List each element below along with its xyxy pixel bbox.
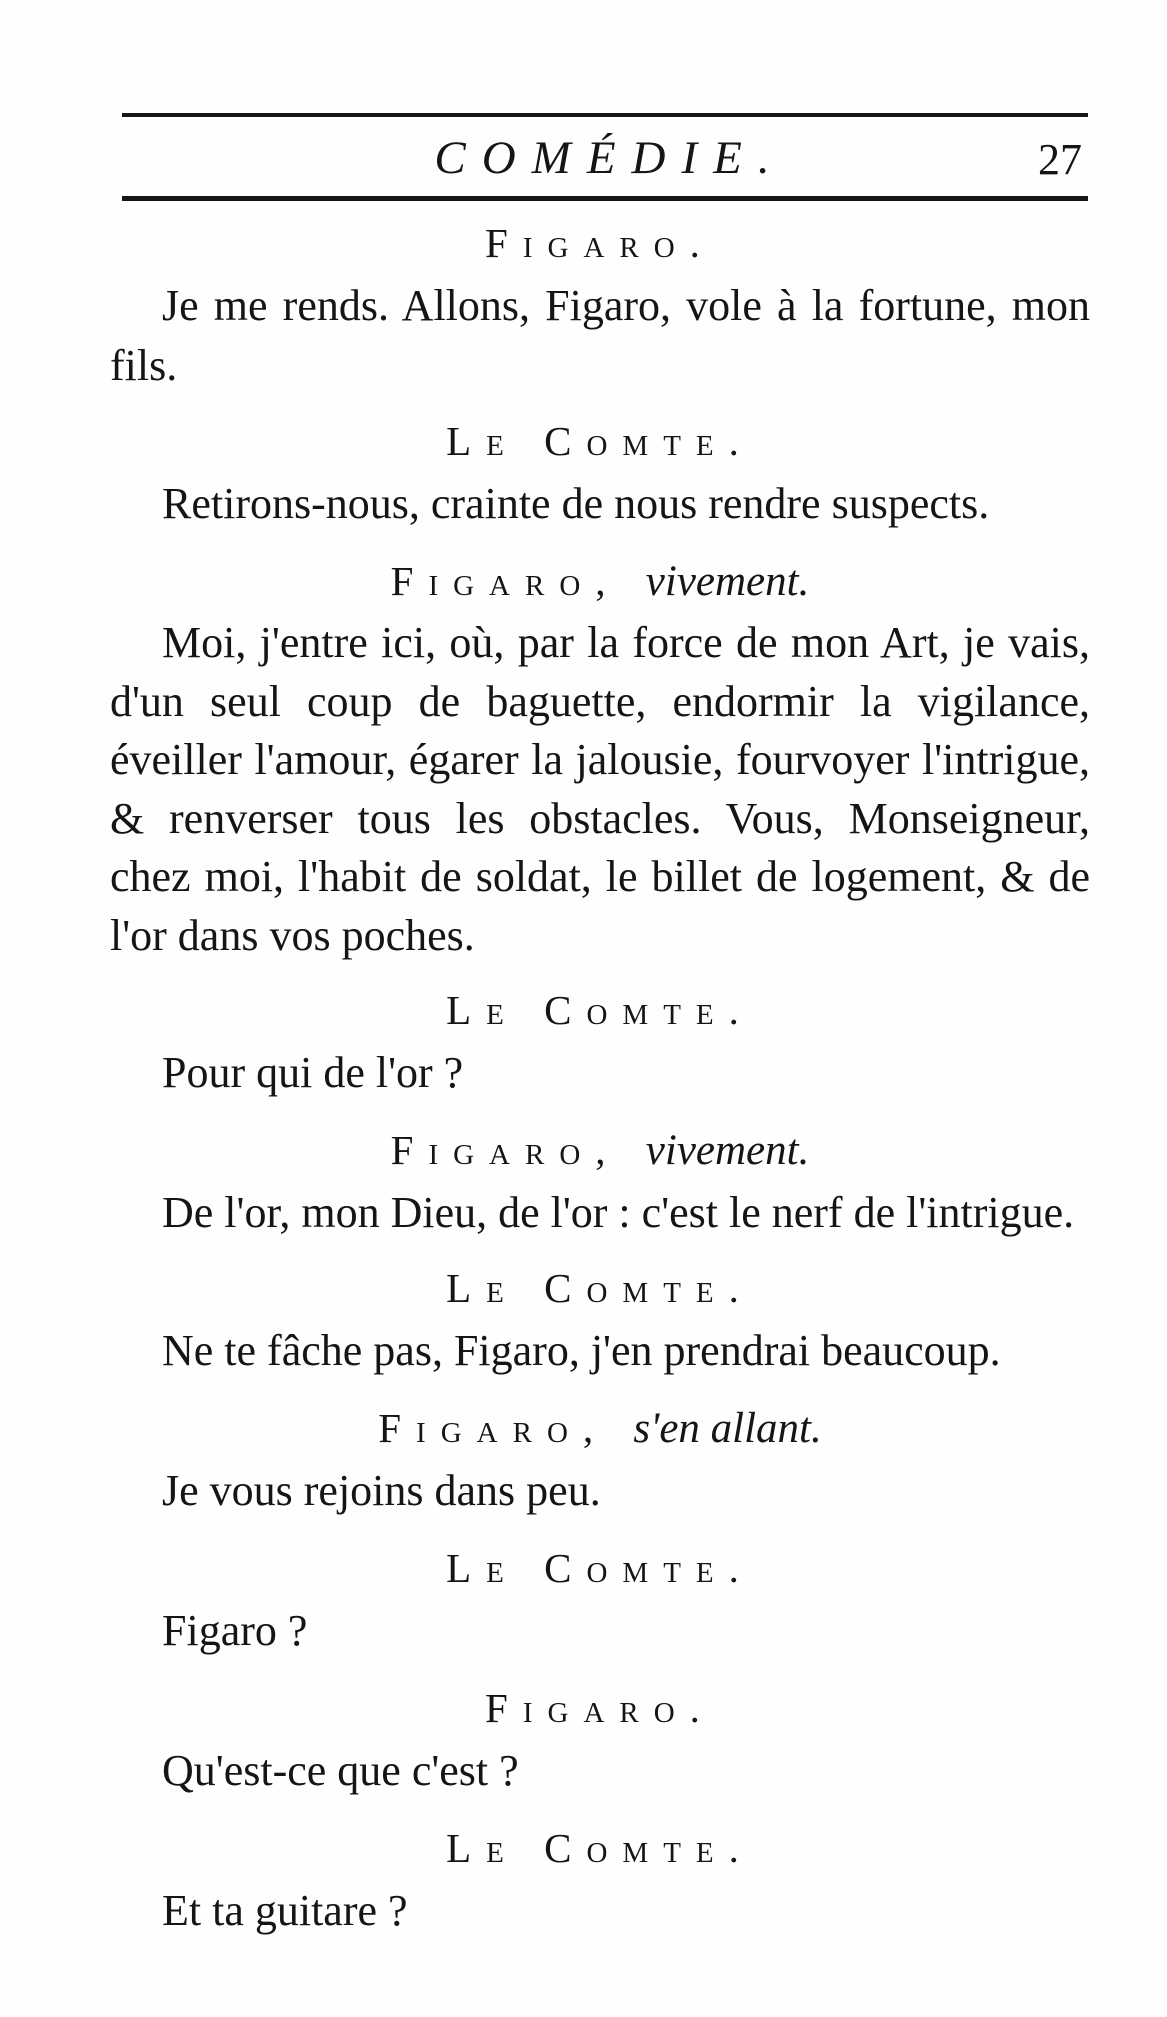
speaker-heading <box>110 210 1090 276</box>
speaker-heading <box>110 1675 1090 1741</box>
speech-text: De l'or, mon Dieu, de l'or : c'est le nerf de l'intrigue. <box>162 1188 1075 1237</box>
page-number: 27 <box>1038 135 1082 184</box>
speech-text: Retirons-nous, crainte de nous rendre suspects. <box>162 479 990 528</box>
stage-direction: s'en allant. <box>633 1405 822 1452</box>
speech-text: Pour qui de l'or ? <box>162 1048 464 1097</box>
speaker-heading <box>110 1535 1090 1601</box>
speaker-heading <box>110 1117 1090 1183</box>
speech-text: Figaro ? <box>162 1606 308 1655</box>
speech-text: Moi, j'entre ici, où, par la force de mon Art, je vais, d'un seul coup de baguette, endormir la vigilance, éveiller l'amour, égarer la jalousie, fourvoyer l'intrigue, & renverser tous les obstacles. Vous, Monseigneur, chez moi, l'habit de soldat, le billet de logement, & de l'or dans vos poches. <box>110 618 1090 960</box>
speaker-name: Le Comte. <box>446 1265 754 1311</box>
header-rule-bottom <box>122 196 1088 201</box>
speaker-name: Le Comte. <box>446 987 754 1033</box>
speaker-name: Figaro, <box>390 1127 621 1173</box>
stage-direction: vivement. <box>645 1127 810 1174</box>
header-rule-top <box>122 113 1088 117</box>
speaker-heading <box>110 1395 1090 1461</box>
speaker-name: Le Comte. <box>446 418 754 464</box>
speaker-heading <box>110 977 1090 1043</box>
speech-text: Et ta guitare ? <box>162 1886 408 1935</box>
speaker-name: Figaro, <box>378 1405 609 1451</box>
speaker-heading <box>110 408 1090 474</box>
speaker-name: Figaro, <box>390 558 621 604</box>
speaker-name: Figaro. <box>485 220 715 266</box>
speech-text: Je vous rejoins dans peu. <box>162 1466 601 1515</box>
dialogue-body <box>110 210 1090 1955</box>
speaker-name: Figaro. <box>485 1685 715 1731</box>
speaker-heading <box>110 1815 1090 1881</box>
speech-text: Ne te fâche pas, Figaro, j'en prendrai beaucoup. <box>162 1326 1001 1375</box>
speaker-name: Le Comte. <box>446 1825 754 1871</box>
speaker-heading <box>110 1255 1090 1321</box>
speaker-heading <box>110 548 1090 614</box>
stage-direction: vivement. <box>645 558 810 605</box>
speech-text: Je me rends. Allons, Figaro, vole à la fortune, mon fils. <box>110 281 1090 390</box>
running-head-title: COMÉDIE. <box>434 132 786 184</box>
running-head <box>122 128 1088 188</box>
speech-text: Qu'est-ce que c'est ? <box>162 1746 519 1795</box>
speaker-name: Le Comte. <box>446 1545 754 1591</box>
